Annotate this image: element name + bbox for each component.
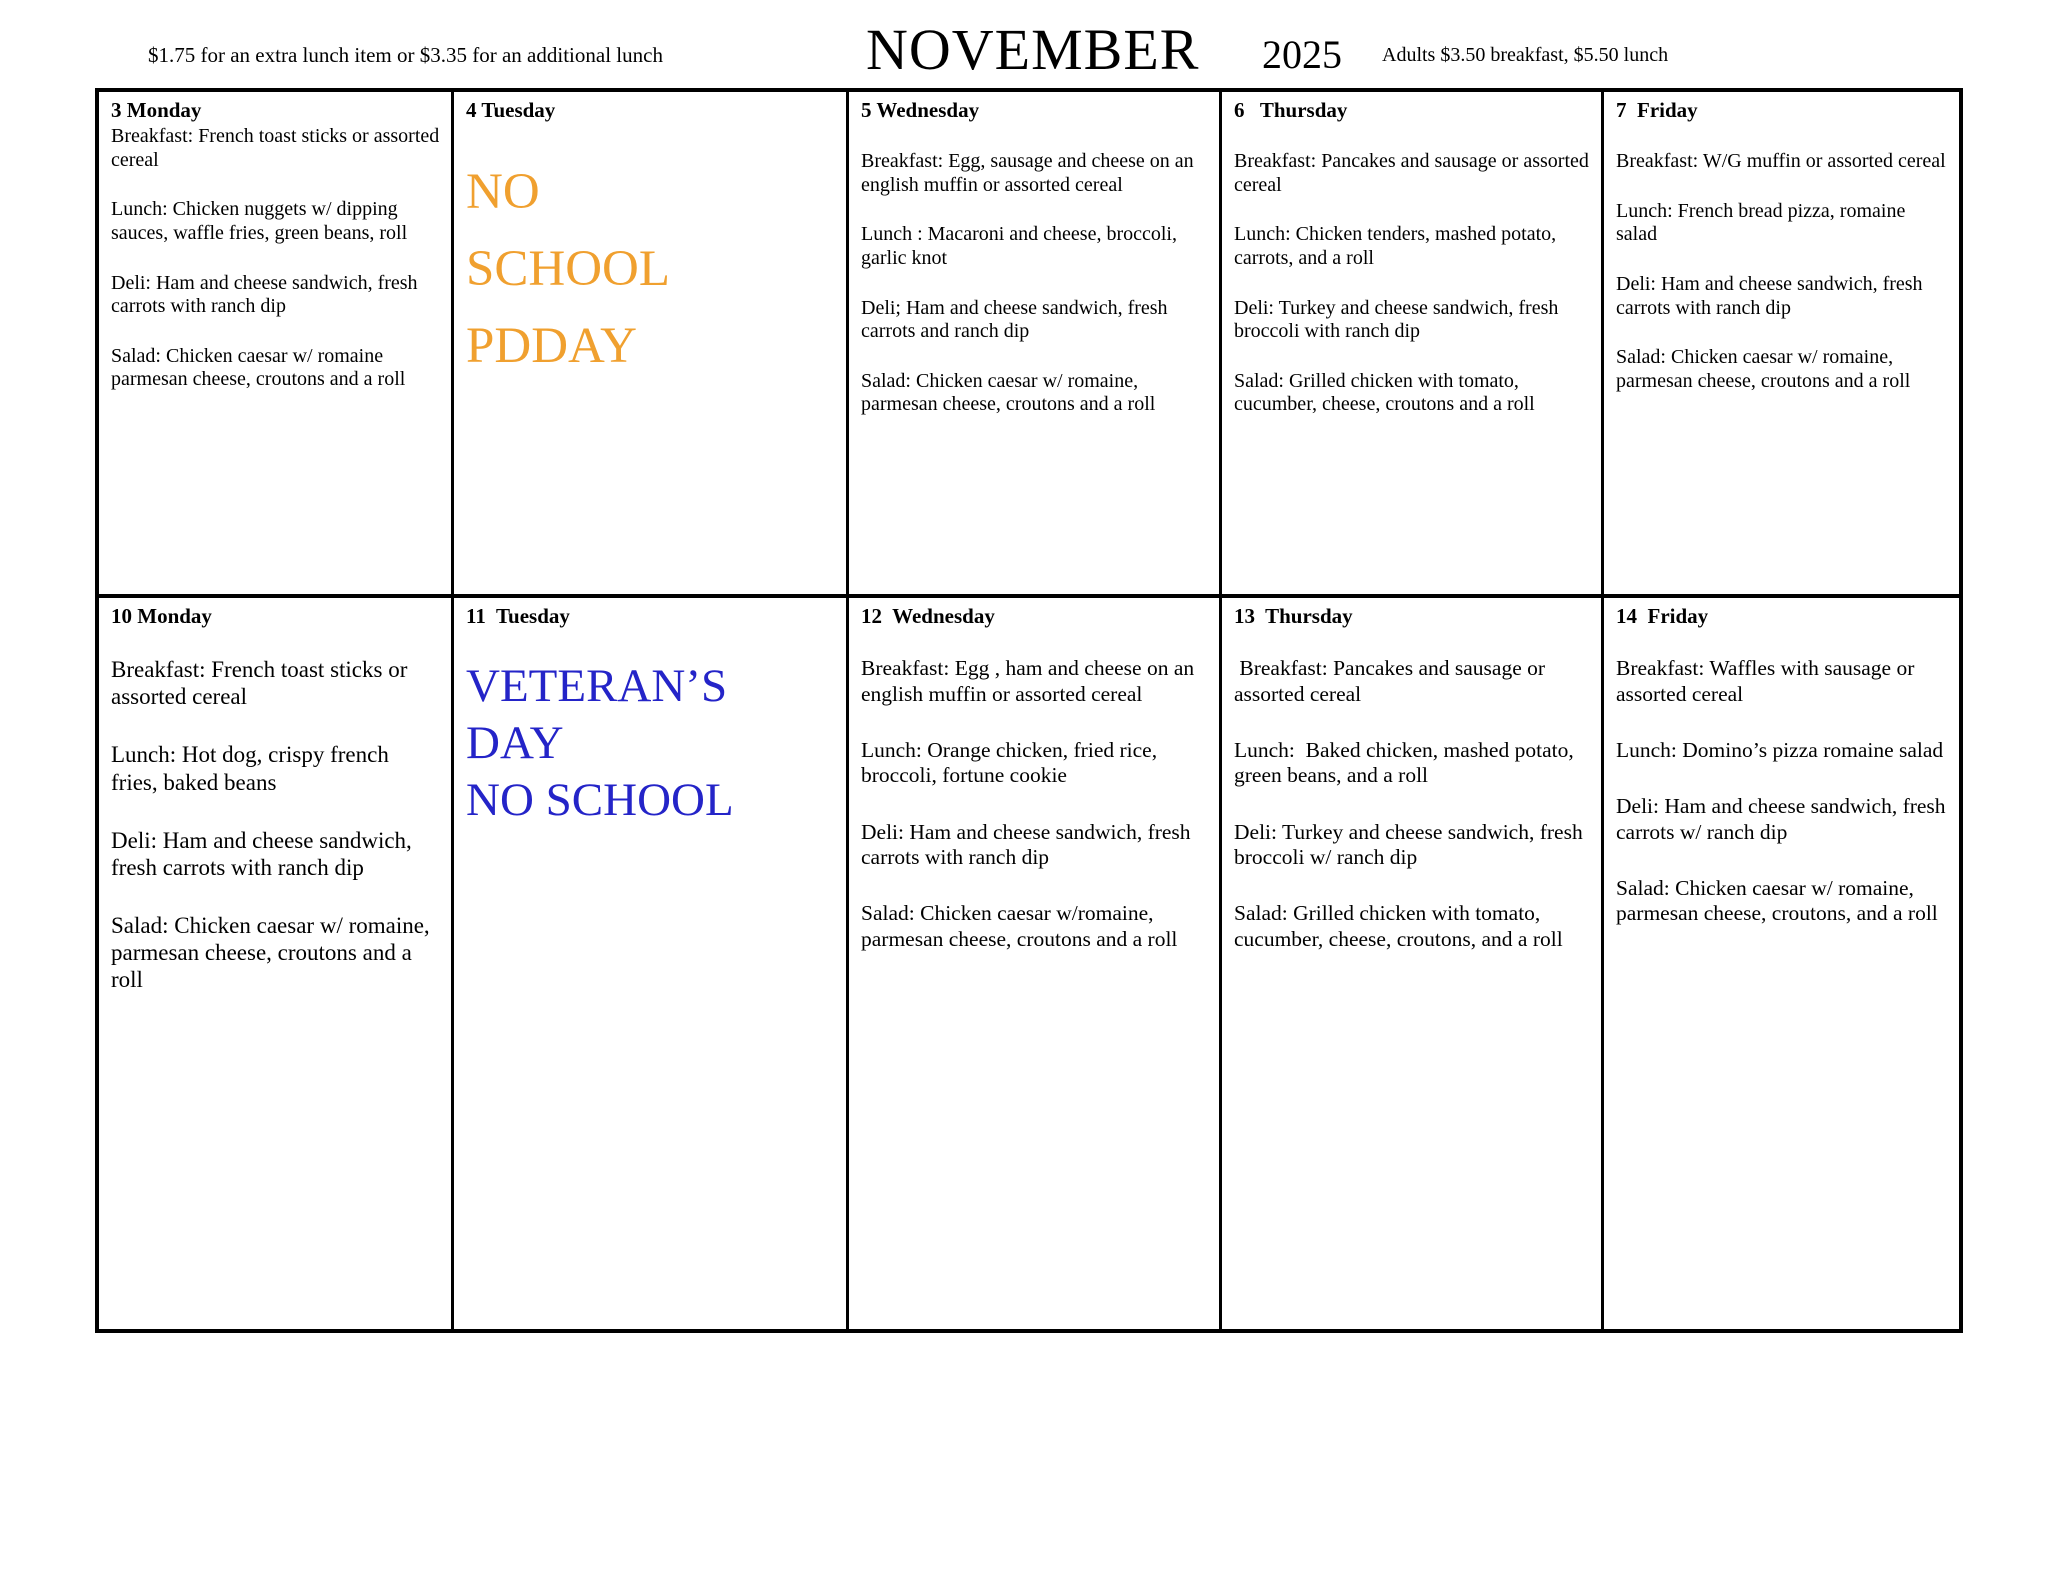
menu-item: Lunch : Macaroni and cheese, broccoli, garlic knot bbox=[861, 223, 1182, 269]
menu-list bbox=[1234, 656, 1591, 952]
menu-item: Deli: Ham and cheese sandwich, fresh carrots w/ ranch dip bbox=[1616, 794, 1951, 844]
day-header: 12 Wednesday bbox=[861, 604, 995, 628]
day-header: 4 Tuesday bbox=[466, 98, 556, 122]
day-cell-11-tuesday bbox=[454, 598, 849, 1329]
day-cell-10-monday bbox=[99, 598, 454, 1329]
day-header: 6 Thursday bbox=[1234, 98, 1348, 122]
day-cell-4-tuesday bbox=[454, 92, 849, 594]
day-header: 14 Friday bbox=[1616, 604, 1709, 628]
menu-item: Deli: Ham and cheese sandwich, fresh carrots with ranch dip bbox=[111, 271, 423, 318]
menu-list bbox=[111, 656, 441, 993]
month-title: NOVEMBER bbox=[866, 17, 1200, 82]
menu-item: Breakfast: Pancakes and sausage or assorted cereal bbox=[1234, 150, 1599, 196]
notice-line: NO SCHOOL bbox=[466, 774, 734, 827]
week-row bbox=[99, 598, 1959, 1329]
no-school-notice bbox=[466, 658, 836, 829]
menu-item: Breakfast: Egg , ham and cheese on an english muffin or assorted cereal bbox=[861, 656, 1200, 706]
menu-item: Breakfast: French toast sticks or assorted cereal bbox=[111, 657, 414, 710]
day-header: 5 Wednesday bbox=[861, 98, 980, 122]
menu-item: Breakfast: W/G muffin or assorted cereal bbox=[1616, 150, 1946, 173]
menu-item: Salad: Chicken caesar w/ romaine, parmesan cheese, croutons, and a roll bbox=[1616, 875, 1938, 926]
menu-item: Salad: Chicken caesar w/ romaine, parmesan cheese, croutons and a roll bbox=[861, 369, 1156, 416]
menu-item: Salad: Chicken caesar w/romaine, parmesan cheese, croutons and a roll bbox=[861, 901, 1178, 951]
notice-line: PDDAY bbox=[466, 318, 638, 375]
menu-item: Breakfast: Egg, sausage and cheese on an english muffin or assorted cereal bbox=[861, 150, 1199, 196]
day-header: 11 Tuesday bbox=[466, 604, 570, 628]
menu-header bbox=[0, 0, 2048, 88]
menu-item: Lunch: Baked chicken, mashed potato, green beans, and a roll bbox=[1234, 737, 1580, 788]
adult-price-note: Adults $3.50 breakfast, $5.50 lunch bbox=[1382, 44, 1669, 66]
day-header: 7 Friday bbox=[1616, 98, 1698, 122]
notice-line: SCHOOL bbox=[466, 241, 671, 298]
day-header: 13 Thursday bbox=[1234, 604, 1353, 628]
day-cell-12-wednesday bbox=[849, 598, 1222, 1329]
day-cell-3-monday bbox=[99, 92, 454, 594]
menu-item: Salad: Chicken caesar w/ romaine, parmesan cheese, croutons and a roll bbox=[1616, 346, 1911, 392]
day-cell-13-thursday bbox=[1222, 598, 1604, 1329]
notice-line: NO bbox=[466, 164, 540, 221]
menu-item: Lunch: Domino’s pizza romaine salad bbox=[1616, 737, 1944, 762]
menu-item: Lunch: French bread pizza, romaine salad bbox=[1616, 199, 1911, 246]
menu-item: Deli: Ham and cheese sandwich, fresh carrots with ranch dip bbox=[861, 819, 1196, 869]
menu-item: Lunch: Hot dog, crispy french fries, baked beans bbox=[111, 742, 395, 795]
menu-item: Salad: Chicken caesar w/ romaine, parmesan cheese, croutons and a roll bbox=[111, 912, 436, 993]
day-header: 10 Monday bbox=[111, 604, 212, 628]
menu-item: Lunch: Chicken tenders, mashed potato, carrots, and a roll bbox=[1234, 223, 1562, 269]
year-label: 2025 bbox=[1262, 32, 1342, 77]
day-cell-5-wednesday bbox=[849, 92, 1222, 594]
menu-item: Deli: Ham and cheese sandwich, fresh carrots with ranch dip bbox=[111, 827, 418, 880]
day-cell-6-thursday bbox=[1222, 92, 1604, 594]
day-header: 3 Monday bbox=[111, 98, 202, 122]
menu-list bbox=[861, 150, 1209, 417]
extra-lunch-price-note: $1.75 for an extra lunch item or $3.35 for an additional lunch bbox=[148, 43, 663, 67]
menu-item: Lunch: Orange chicken, fried rice, broccoli, fortune cookie bbox=[861, 737, 1163, 788]
menu-item: Lunch: Chicken nuggets w/ dipping sauces, waffle fries, green beans, roll bbox=[111, 198, 408, 244]
menu-item: Deli; Ham and cheese sandwich, fresh carrots and ranch dip bbox=[861, 296, 1173, 343]
menu-item: Deli: Ham and cheese sandwich, fresh carrots with ranch dip bbox=[1616, 272, 1928, 319]
menu-item: Salad: Grilled chicken with tomato, cucumber, cheese, croutons, and a roll bbox=[1234, 901, 1563, 951]
menu-list bbox=[1234, 150, 1599, 417]
menu-item: Salad: Chicken caesar w/ romaine parmesan cheese, croutons and a roll bbox=[111, 344, 406, 391]
day-cell-7-friday bbox=[1604, 92, 1959, 594]
menu-item: Deli: Turkey and cheese sandwich, fresh broccoli w/ ranch dip bbox=[1234, 819, 1589, 869]
menu-list bbox=[1616, 656, 1949, 927]
menu-item: Salad: Grilled chicken with tomato, cucumber, cheese, croutons and a roll bbox=[1234, 369, 1535, 416]
notice-line: VETERAN’S bbox=[466, 660, 728, 713]
menu-item: Breakfast: Pancakes and sausage or assorted cereal bbox=[1234, 656, 1551, 706]
menu-list bbox=[111, 125, 445, 392]
notice-line: DAY bbox=[466, 717, 564, 770]
week-row bbox=[99, 92, 1959, 598]
menu-item: Breakfast: French toast sticks or assorted cereal bbox=[111, 125, 445, 171]
menu-calendar bbox=[95, 88, 1963, 1333]
menu-list bbox=[1616, 150, 1949, 393]
day-cell-14-friday bbox=[1604, 598, 1959, 1329]
menu-item: Deli: Turkey and cheese sandwich, fresh broccoli with ranch dip bbox=[1234, 296, 1564, 343]
no-school-notice bbox=[466, 154, 836, 385]
menu-list bbox=[861, 656, 1209, 952]
menu-item: Breakfast: Waffles with sausage or assorted cereal bbox=[1616, 656, 1920, 706]
